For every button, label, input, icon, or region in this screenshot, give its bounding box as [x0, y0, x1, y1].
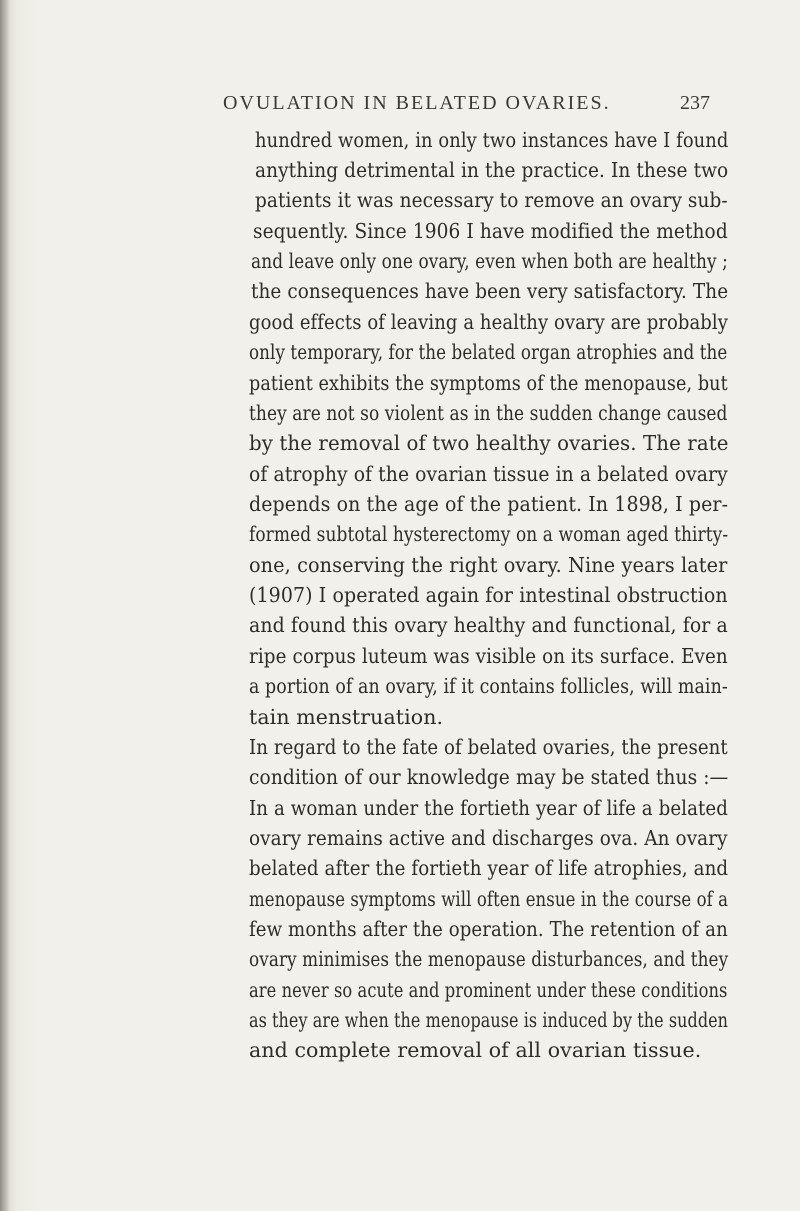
text-line: and leave only one ovary, even when both are healthy ; — [251, 249, 728, 273]
page-number: 237 — [680, 92, 710, 114]
text-line: hundred women, in only two instances have I found — [255, 128, 729, 152]
text-line: and complete removal of all ovarian tissue. — [249, 1038, 702, 1062]
text-line: tain menstruation. — [249, 705, 444, 729]
text-line: formed subtotal hysterectomy on a woman aged thirty- — [249, 522, 729, 546]
running-head: OVULATION IN BELATED OVARIES. — [223, 92, 611, 114]
text-line: and found this ovary healthy and functional, for a — [249, 613, 728, 637]
text-line: few months after the operation. The retention of an — [249, 917, 728, 941]
text-line: patients it was necessary to remove an ovary sub- — [255, 188, 728, 212]
text-line: a portion of an ovary, if it contains follicles, will main- — [249, 674, 728, 698]
text-line: they are not so violent as in the sudden change caused — [249, 401, 728, 425]
text-line: of atrophy of the ovarian tissue in a belated ovary — [249, 462, 728, 486]
text-line: good effects of leaving a healthy ovary are probably — [249, 310, 728, 334]
text-line: are never so acute and prominent under these conditions — [249, 978, 728, 1002]
text-line: menopause symptoms will often ensue in the course of a — [249, 887, 729, 911]
text-line: ripe corpus luteum was visible on its surface. Even — [249, 644, 728, 668]
page-spine-shadow — [0, 0, 10, 1211]
text-line: only temporary, for the belated organ atrophies and the — [249, 340, 728, 364]
text-line: one, conserving the right ovary. Nine years later — [249, 553, 728, 577]
text-line: depends on the age of the patient. In 1898, I per- — [249, 492, 729, 516]
text-line: condition of our knowledge may be stated thus :— — [249, 765, 729, 789]
text-line: In regard to the fate of belated ovaries, the present — [249, 735, 728, 759]
text-line: In a woman under the fortieth year of life a belated — [249, 796, 728, 820]
text-line: the consequences have been very satisfactory. The — [251, 279, 729, 303]
text-line: patient exhibits the symptoms of the menopause, but — [249, 371, 728, 395]
text-line: ovary remains active and discharges ova. An ovary — [249, 826, 728, 850]
text-line: ovary minimises the menopause disturbances, and they — [249, 947, 729, 971]
text-line: sequently. Since 1906 I have modified the method — [253, 219, 728, 243]
text-line: anything detrimental in the practice. In these two — [255, 158, 729, 182]
text-line: belated after the fortieth year of life atrophies, and — [249, 856, 729, 880]
text-line: (1907) I operated again for intestinal obstruction — [249, 583, 728, 607]
text-line: by the removal of two healthy ovaries. The rate — [249, 431, 729, 455]
text-line: as they are when the menopause is induced by the sudden — [249, 1008, 729, 1032]
